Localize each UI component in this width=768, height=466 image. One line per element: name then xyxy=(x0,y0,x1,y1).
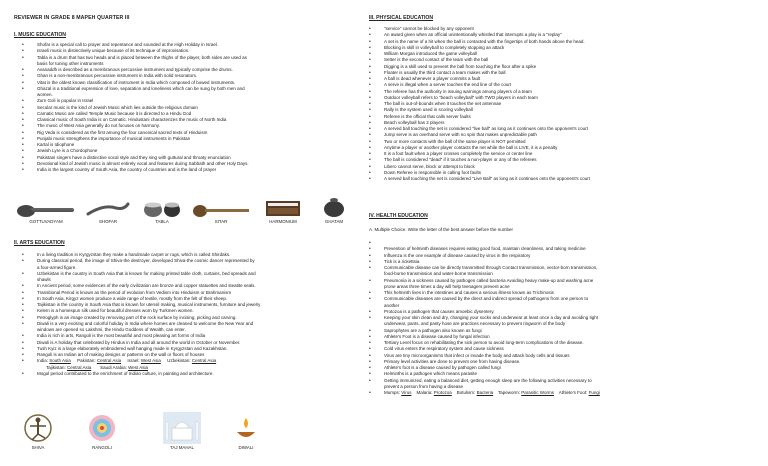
figure-caption: GHATAM xyxy=(324,219,344,224)
diwali-lamp-icon xyxy=(234,412,258,444)
list-item: • In a living tradition in Kyrgyzstan they make a handmade carpet or rugs, which is called Shirdaks. xyxy=(14,252,370,258)
rangoli-icon xyxy=(87,412,117,444)
shofar-icon xyxy=(86,202,130,218)
list-item: prevent a person from having a disease xyxy=(384,383,464,389)
list-item: prone areas three times a day will help teenagers prevent acne xyxy=(384,283,510,289)
list-item: • Saprophytes are a pathogen also known as fungi xyxy=(361,328,761,334)
list-item: • Uzbekistan is the country in South Asia that is known for making printed table cloth, curtains, bed spreads and xyxy=(14,271,370,277)
arts-list xyxy=(14,252,370,377)
list-item: underwear, pants, and panty hose are practices necessary to prevent ringworm of the body xyxy=(384,321,566,327)
list-item: • Rally is the system used in scoring volleyball xyxy=(361,107,761,113)
tabla-figure xyxy=(138,200,186,224)
list-item: • Tabla is a drum that has two heads and is placed between the thighs of the player, both sides are used as xyxy=(14,55,370,61)
list-item: • Diwali is A holiday that celebrated by Hindus in India and all around the world in October or November. xyxy=(14,340,370,346)
list-item: women. xyxy=(37,92,53,97)
taj-mahal-icon xyxy=(163,412,201,444)
health-list xyxy=(361,240,761,396)
list-item: • Devotional kind of Jewish music is almost entirely vocal and features during Sabbath and other Holy Days. xyxy=(14,161,370,167)
list-item: • Kartal is Idiophone xyxy=(14,142,370,148)
list-item: • Athlete's Foot is a disease caused by fungal infection xyxy=(361,334,761,340)
list-item: • Ghan is a non-membranous percussive instrument in India with solid resonators. xyxy=(14,73,370,79)
list-item: • Mogul period contributed to the enrichment of Indian culture, in painting and architecture. xyxy=(14,371,370,377)
list-item: • Helminths is a pathogen which means parasite xyxy=(361,371,761,377)
list-item: • An award given when an official unintentionally whistled that interrupts a play is a "replay" xyxy=(361,32,761,38)
list-item: • Avanaddh is described as a membranous percussive instrument and typically comprise the drums. xyxy=(14,67,370,73)
health-instruction: A. Multiple Choice. Write the letter of the best answer before the number xyxy=(369,227,513,232)
list-item: • Tajikistan is the country in South Asia that is known for utensil making, musical instruments, furniture and jewelry xyxy=(14,302,370,308)
sitar-icon xyxy=(192,202,250,218)
list-item: • The referee has the authority in issuing warnings among players of a team xyxy=(361,89,761,95)
list-item: • Two or more contacts with the ball of the same player is NOT permitted xyxy=(361,139,761,145)
music-list xyxy=(14,42,370,173)
list-item: • Down Referee is responsible in calling foot faults xyxy=(361,170,761,176)
instrument-figures xyxy=(14,196,358,224)
figure-caption: TABLA xyxy=(155,219,169,224)
list-item: • The ball is out-of-bounds when it touches the net antennae xyxy=(361,101,761,107)
gottuvadyam-icon xyxy=(16,200,76,218)
list-item: • Cold virus enters the respiratory system and cause sickness xyxy=(361,346,761,352)
list-item: food-borne transmission and water-borne transmission xyxy=(384,271,493,277)
country-row: Tajikistan: Central Asia Saudi Arabia: West Asia xyxy=(46,364,149,370)
ghatam-figure xyxy=(314,196,354,224)
list-item: • Tertiary Level focus on rehabilitating the sick person to avoid long-term complications of the disease. xyxy=(361,340,761,346)
figure-caption: TAJ MAHAL xyxy=(170,445,194,450)
list-item: • Communicable disease can be directly transmitted through Contact transmission, vector-born transmission, xyxy=(361,265,761,271)
list-item: • India is the largest country of South Asia, the country of countries and is the land of prayer xyxy=(14,167,370,173)
list-item: • The ball is considered "dead" if it touches a non-player or any of the referees xyxy=(361,157,761,163)
list-item: • It is a foot fault when a player crosses completely the service or center line xyxy=(361,151,761,157)
sitar-figure xyxy=(190,202,252,224)
figure-caption: SITAR xyxy=(214,219,228,224)
figure-caption: HARMONIUM xyxy=(269,219,297,224)
figure-caption: DIWALI xyxy=(238,445,254,450)
list-item: • Influenza is the one example of disease caused by virus in the respiratory xyxy=(361,253,761,259)
list-item: a four-armed figure. xyxy=(37,264,77,270)
figure-caption: SHOFAR xyxy=(98,219,118,224)
list-item: • Ghazal is a traditional expression of love, separation and loneliness which can be sung by both men and xyxy=(14,86,370,92)
arts-figures xyxy=(14,412,270,450)
shofar-figure xyxy=(82,202,134,224)
country-row: • India: South Asia Pakistan: Central Asia Israel: West Asia Uzbekistan: Central Asia xyxy=(14,358,370,364)
harmonium-figure xyxy=(256,198,310,224)
list-item: • Setter is the second contact of the team with the ball xyxy=(361,57,761,63)
list-item: • "service" cannot be blocked by any opponent xyxy=(361,26,761,32)
list-item: • Punjabi music strengthens the importance of musical instruments in Pakistan xyxy=(14,136,370,142)
list-item: • Anytime a player or another player contacts the net while the ball is LIVE, it is a penalty xyxy=(361,145,761,151)
list-item: • Digging is a skill used to prevent the ball from touching the floor after a spike xyxy=(361,64,761,70)
list-item: • The music of West Asia generally do not focuses on harmony. xyxy=(14,123,370,129)
figure-caption: RANGOLI xyxy=(92,445,112,450)
list-item: • India is rich in arts, Rangoli is the most beautiful and most pleasing art forms of India xyxy=(14,333,370,339)
list-item: • A ball is dead whenever a player commits a fault xyxy=(361,76,761,82)
list-item: shawls xyxy=(37,277,51,282)
list-item: • Shofar is a special call to prayer and repentance and sounded at the High Holiday in Israel. xyxy=(14,42,370,48)
list-item: • William Morgan introduced the game volleyball xyxy=(361,51,761,57)
list-item: • Transitional Period is known as the period of evolution from Vedism into Hinduism or Brahmanism xyxy=(14,290,370,296)
page-title: REVIEWER IN GRADE 8 MAPEH QUARTER III xyxy=(14,15,130,21)
diwali-figure xyxy=(226,412,266,450)
list-item: • Israeli music is distinctively unique because of its technique of improvisation. xyxy=(14,48,370,54)
list-item: • Vitat is the oldest known classification of instrument in India which composed of bowed instruments. xyxy=(14,80,370,86)
list-item: • Getting immunized, eating a balanced diet, getting enough sleep are the following activities necessary to xyxy=(361,378,761,384)
list-item: • Protozoa is a pathogen that causes amoebic dysentery. xyxy=(361,309,761,315)
music-heading: I. MUSIC EDUCATION xyxy=(14,32,66,38)
figure-caption: GOTTUVADYAM xyxy=(29,219,63,224)
list-item: • Pakistani singers have a distinctive vocal style and they sing with guttural and throaty enunciation xyxy=(14,155,370,161)
list-item: • Carnatic Music are called Temple Music because it is directed to a Hindu God xyxy=(14,111,370,117)
pe-heading: III. PHYSICAL EDUCATION xyxy=(369,15,434,21)
list-item: • Jewish Lyre is a Chordophone xyxy=(14,148,370,154)
list-item: • Secular music is the kind of Jewish Music which lies outside the religious domain xyxy=(14,105,370,111)
list-item: another xyxy=(384,302,400,308)
list-item: • Prevention of helminth diseases requires eating good food, maintain cleanliness, and taking medicine xyxy=(361,246,761,252)
list-item: • Zurn Goli is popular in Israel xyxy=(14,98,370,104)
tabla-icon xyxy=(142,200,182,218)
list-item: • Blocking is skill in volleyball to completely stopping an attack xyxy=(361,45,761,51)
list-item: • A served ball touching the net is considered "live ball" as long as it continues onto the opponent's court xyxy=(361,126,761,132)
rangoli-figure xyxy=(66,412,138,450)
list-item: • Diwali is a very exciting and colorful holiday in India where homes are cleaned to welcome the New Year and xyxy=(14,321,370,327)
list-item: • Kelem is a homespun silk used for beautiful dresses worn by Turkmen women. xyxy=(14,308,370,314)
list-item: • Primary level activities are done to prevent one from having disease. xyxy=(361,359,761,365)
arts-heading: II. ARTS EDUCATION xyxy=(14,240,65,246)
list-item: • Athlete's foot is a disease caused by pathogen called fungi xyxy=(361,365,761,371)
figure-caption: SHIVA xyxy=(31,445,45,450)
list-item: • Outdoor volleyball refers to "beach volleyball" with TWO players in each team xyxy=(361,95,761,101)
list-item: • In Ancient period, some evidences of the early civilization are bronze and copper statuettes and steatite seals. xyxy=(14,283,370,289)
list-item: • Tush Kyiz is a large elaborately embroidered wall hanging made in Kyrgyzstan and Kazakhstan. xyxy=(14,346,370,352)
list-item: • Keeping your skin clean and dry, changing your socks and underwear at least once a day and avoiding tight xyxy=(361,315,761,321)
pe-list xyxy=(361,26,761,182)
list-item: • A serve is illegal when a server touches the end line of the court xyxy=(361,82,761,88)
list-item: basis for tuning other instruments xyxy=(37,60,104,66)
ghatam-icon xyxy=(322,196,346,218)
pathogen-row: • Mumps: Virus Malaria: Protozoa Botulism: Bacteria Tapeworm: Parasitic Worms Athlete's Foot: Fungi xyxy=(361,390,761,396)
shiva-figure xyxy=(14,412,62,450)
list-item: • Rig Veda is considered as the first among the four canonical sacred texts of Hinduism xyxy=(14,130,370,136)
list-item: • Jump serve is an overhand serve with no spin that makes unpredictable path xyxy=(361,132,761,138)
list-item: • Pneumonia is a sickness caused by pathogen called bacteria Avoiding heavy make-up and washing acne xyxy=(361,278,761,284)
health-heading: IV. HEALTH EDUCATION xyxy=(369,213,428,219)
list-item: • During classical period, the image of Shiva-the destroyer, developed Shiva-the cosmic dancer represented by xyxy=(14,258,370,264)
list-item: • Communicable diseases are caused by the direct and indirect spread of pathogens from one person to xyxy=(361,296,761,302)
list-item: • A served ball touching the net is considered "Live Ball" as long as it continues onto the opponent's court xyxy=(361,176,761,182)
list-item: • Beach volleyball has 2 players xyxy=(361,120,761,126)
list-item: • In South Asia, Kirgyz women produce a wide range of textile, mostly from the felt of their sheep. xyxy=(14,296,370,302)
list-item: • Tick is a rickettsia xyxy=(361,259,761,265)
list-item: • Virus are tiny microorganisms that infect or invade the body and attack body cells and tissues xyxy=(361,353,761,359)
list-item: • Floater is usually the third contact a team makes with the ball xyxy=(361,70,761,76)
shiva-icon xyxy=(23,412,53,444)
gottuvadyam-figure xyxy=(14,200,78,224)
list-item: • Libero cannot serve, block or attempt to block xyxy=(361,164,761,170)
list-item: • Petroglyph is an image created by removing part of the rock surface by incising, picking and carving. xyxy=(14,315,370,321)
list-item: windows are opened so Lakshmi, the Hindu Goddess of Wealth, can enter. xyxy=(37,327,186,332)
harmonium-icon xyxy=(263,198,303,218)
list-item: • Classical music of South India is on Carnatic. Hindustani characterizes the music of North India xyxy=(14,117,370,123)
list-item: • Rangoli is an Indian art of making designs or patterns on the wall or floors of houses xyxy=(14,352,370,358)
list-item: • Referee is the official that calls server faults xyxy=(361,114,761,120)
taj-mahal-figure xyxy=(142,412,222,450)
list-item: • This helminth lives in the intestines and causes a serious illness known as Trichinosis xyxy=(361,290,761,296)
list-item: • A set is the name of a hit when the ball is contacted with the fingertips of both hands above the head. xyxy=(361,39,761,45)
